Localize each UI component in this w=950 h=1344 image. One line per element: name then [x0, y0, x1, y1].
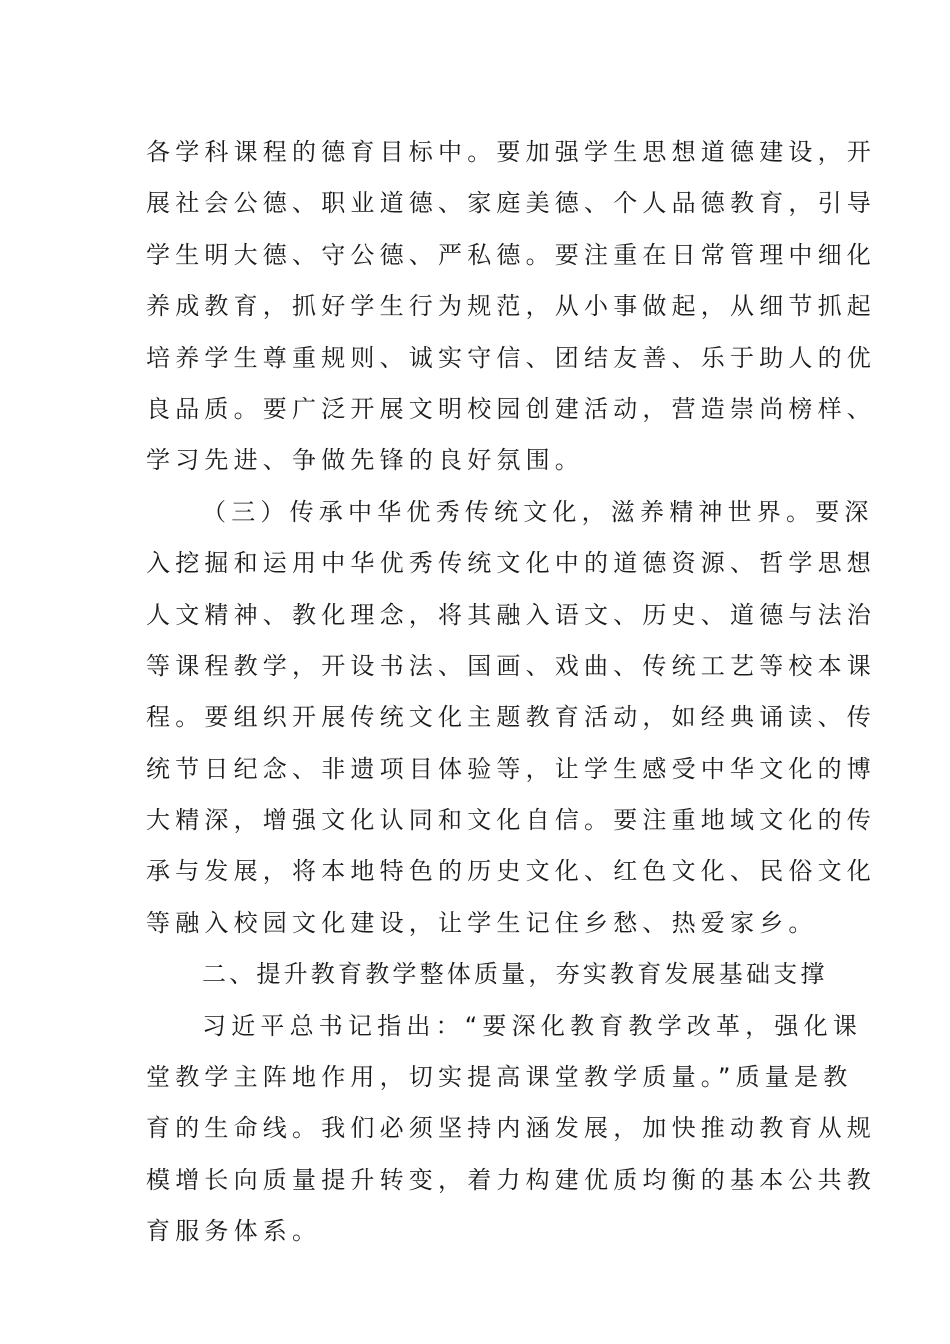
text-line-4: 养成教育，抓好学生行为规范，从小事做起，从细节抓起	[146, 292, 876, 321]
text-line-14: 大精深，增强文化认同和文化自信。要注重地域文化的传	[146, 806, 876, 835]
text-line-21: 模增长向质量提升转变，着力构建优质均衡的基本公共教	[146, 1165, 876, 1194]
text-line-20: 育的生命线。我们必须坚持内涵发展，加快推动教育从规	[146, 1114, 876, 1143]
text-line-13: 统节日纪念、非遗项目体验等，让学生感受中华文化的博	[146, 754, 876, 783]
text-line-15: 承与发展，将本地特色的历史文化、红色文化、民俗文化	[146, 857, 876, 886]
section-three-heading-line: （三）传承中华优秀传统文化，滋养精神世界。要深	[202, 497, 874, 526]
text-line-6: 良品质。要广泛开展文明校园创建活动，营造崇尚榜样、	[146, 394, 876, 423]
quote-paragraph-line-1: 习近平总书记指出：“要深化教育教学改革，强化课	[202, 1011, 863, 1040]
text-line-7: 学习先进、争做先锋的良好氛围。	[146, 446, 584, 475]
text-line-5: 培养学生尊重规则、诚实守信、团结友善、乐于助人的优	[146, 343, 876, 372]
text-line-2: 展社会公德、职业道德、家庭美德、个人品德教育，引导	[146, 189, 876, 218]
text-line-12: 程。要组织开展传统文化主题教育活动，如经典诵读、传	[146, 703, 876, 732]
text-line-9: 入挖掘和运用中华优秀传统文化中的道德资源、哲学思想	[146, 549, 876, 578]
text-line-22: 育服务体系。	[146, 1217, 322, 1246]
text-line-11: 等课程教学，开设书法、国画、戏曲、传统工艺等校本课	[146, 651, 876, 680]
text-line-19: 堂教学主阵地作用，切实提高课堂教学质量。”质量是教	[146, 1063, 853, 1092]
text-line-1: 各学科课程的德育目标中。要加强学生思想道德建设，开	[146, 138, 876, 166]
text-line-16: 等融入校园文化建设，让学生记住乡愁、热爱家乡。	[146, 908, 818, 937]
text-line-3: 学生明大德、守公德、严私德。要注重在日常管理中细化	[146, 240, 876, 269]
document-body	[146, 127, 876, 1258]
text-line-10: 人文精神、教化理念，将其融入语文、历史、道德与法治	[146, 600, 876, 629]
section-two-heading: 二、提升教育教学整体质量，夯实教育发展基础支撑	[202, 960, 828, 989]
